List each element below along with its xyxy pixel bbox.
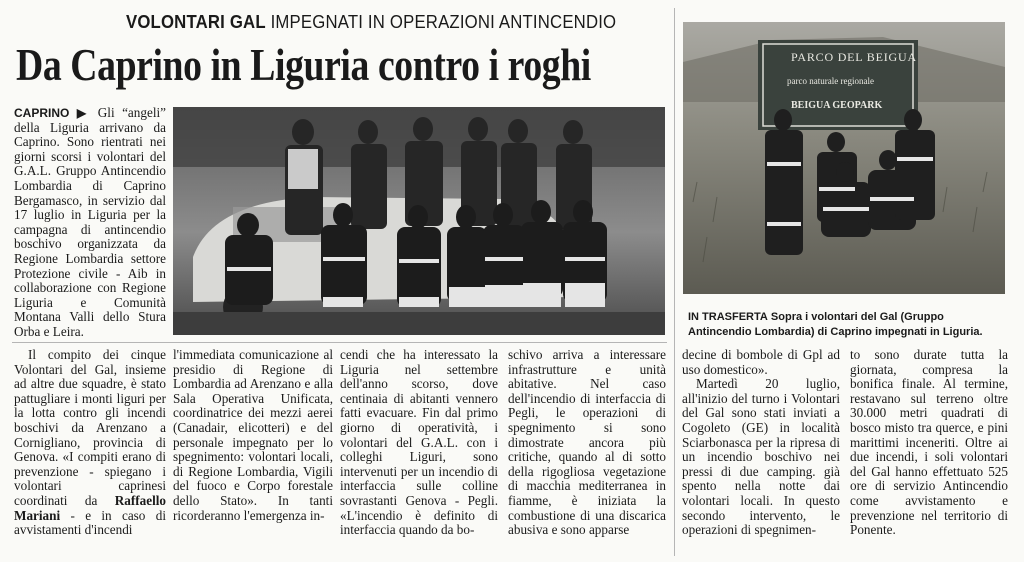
park-sign-photo [683,22,1005,294]
coordinator-name: Raffaello Mariani [14,492,166,523]
group-photo [173,107,665,335]
kicker-bold: VOLONTARI GAL [126,12,266,32]
col4-text: schivo arriva a interessare infrastrutture e unità abitative. Nel caso dell'incendio di interfaccia di Pegli, le operazioni di spegnimento si sono dimostrate ancora più critiche, quando al di sotto della rigogliosa vegetazione di macchia mediterranea in fiamme, è iniziata la combustione di una discarica abusiva e sono apparse [508,347,666,538]
body-column-1-bottom [14,348,166,538]
body-column-3 [340,348,498,538]
sign-line-1: PARCO DEL BEIGUA [791,50,917,64]
section-divider [12,342,667,343]
kicker [126,12,616,33]
caption-lead: IN TRASFERTA [688,311,768,323]
group-photo-image [173,107,665,335]
sign-line-2: parco naturale regionale [787,76,874,86]
col1-bottom-start: Il compito dei cinque Volontari del Gal, insieme ad altre due squadre, è stato pattugliare i monti liguri per la lotta contro gli incendi boschivi da Arenzano a Cornigliano, provincia di Genova. «I compiti erano di prevenzione - spiegano i volontari caprinesi coordinati da [14,347,166,508]
sign-line-3: BEIGUA GEOPARK [791,100,883,111]
body-column-5 [682,348,840,538]
body-column-2 [173,348,333,523]
col6-text: to sono durate tutta la giornata, compresa la bonifica finale. Al termine, restavano sul terreno oltre 30.000 metri quadrati di bosco misto tra querce, e pini marittimi inceneriti. Oltre ai due incendi, i soli volontari del Gal hanno effettuato 525 ore di servizio Antincendio come avvistamento e prevenzione nel territorio di Ponente. [850,347,1008,538]
headline: Da Caprino in Liguria contro i roghi [16,39,591,90]
col5-text-b: Martedì 20 luglio, all'inizio del turno i Volontari del Gal sono stati inviati a Cogoleto (GE) in località Sciarbonasca per la ripresa di un incendio boschivo nei pressi di due camping. già spento nella notte dai volontari locali. In questo secondo intervento, le operazioni di spegnimen- [682,376,840,538]
col3-text: cendi che ha interessato la Liguria nel settembre dell'anno scorso, dove centinaia di abitanti vennero fatti evacuare. Fin dal primo giorno di operatività, i volontari del G.A.L. con i colleghi Liguri, sono intervenuti per un incendio di interfaccia sulle colline sovrastanti Genova - Pegli. «L'incendio è definito di interfaccia quando da bo- [340,347,498,538]
col2-text: l'immediata comunicazione al presidio di Regione di Lombardia ad Arenzano e alla Sala Operativa Unificata, coordinatrice dei mezzi aerei (Canadair, elicotteri) e del personale impegnato per lo spegnimento: volontari locali, di Regione Lombardia, Vigili del fuoco e Corpo forestale dello Stato». In tanti ricorderanno l'emergenza in- [173,347,333,523]
col1-bottom-end: - e in caso di avvistamenti d'incendi [14,507,166,538]
body-column-4 [508,348,666,538]
body-column-1-top [14,106,166,340]
caption-text: Sopra i volontari del Gal (Gruppo Antincendio Lombardia) di Caprino impegnati in Liguria. [688,311,983,338]
kicker-rest: IMPEGNATI IN OPERAZIONI ANTINCENDIO [270,12,617,32]
column-divider [674,8,675,556]
col5-text-a: decine di bombole di Gpl ad uso domestico». [682,347,840,377]
photo-caption [688,310,1006,340]
lead-paragraph: Gli “angeli” della Liguria arrivano da Caprino. Sono rientrati nei giorni scorsi i volontari del G.A.L. Gruppo Antincendio Lombardia di Caprino Bergamasco, in servizio dal 17 luglio in Liguria per la campagna di antincendio boschivo organizzata da Regione Lombardia settore Protezione civile - Aib in collaborazione con Regione Liguria e Comunità Montana Valli dello Stura Orba e Leira. [14,105,167,339]
body-column-6 [850,348,1008,538]
dateline: CAPRINO ▶ [14,106,91,120]
